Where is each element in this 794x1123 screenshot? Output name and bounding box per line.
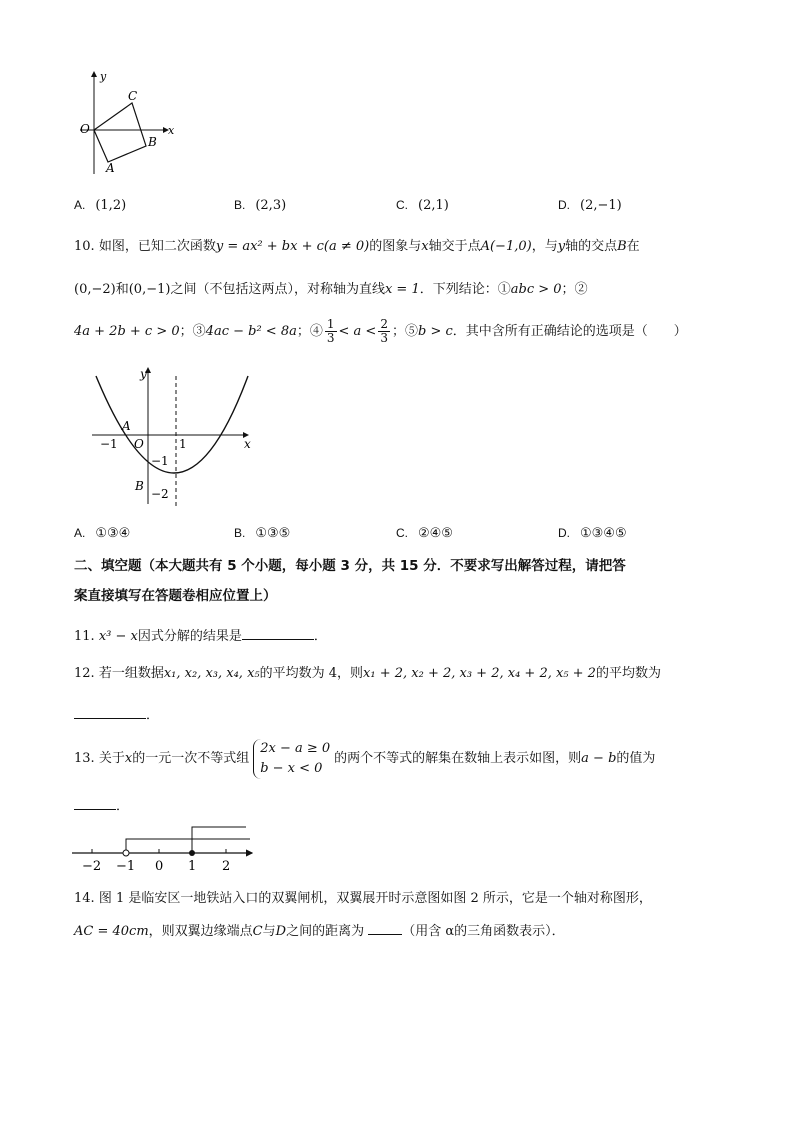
y-axis-label: y <box>100 70 107 83</box>
q10-text: ．下列结论： <box>419 282 498 297</box>
q12 <box>74 665 661 683</box>
option-label: D. <box>558 526 570 540</box>
q14 <box>74 890 652 908</box>
inequality-1: 2x − a ≥ 0 <box>260 740 331 756</box>
denominator: 3 <box>326 331 335 345</box>
option-value: (2,3) <box>255 198 287 213</box>
q10-text: 的图象与 <box>369 239 422 254</box>
question-number: 14. <box>74 891 95 906</box>
q10-line-1 <box>74 238 640 256</box>
conclusion-1-mark: ① <box>497 282 511 297</box>
x-axis-label: x <box>244 437 251 451</box>
option-label: B. <box>234 526 246 540</box>
q10-figure <box>88 364 264 512</box>
question-number: 13. <box>74 751 95 766</box>
fraction-one-third <box>325 318 337 345</box>
option-value: ①③④ <box>95 526 131 541</box>
q13-text: 的两个不等式的解集在数轴上表示如图，则 <box>334 751 582 766</box>
q10-option-c[interactable] <box>396 526 453 541</box>
q10-option-a[interactable] <box>74 526 130 541</box>
q10-point-b: B <box>617 239 627 254</box>
q12-tail: ． <box>146 708 160 723</box>
tick-label: −1 <box>116 859 136 872</box>
tick-label-1: 1 <box>179 437 187 451</box>
q10-line-2 <box>74 281 588 299</box>
q9-option-c[interactable] <box>396 198 449 213</box>
q14-text: ，则双翼边缘端点 <box>148 924 253 939</box>
q12-text: 的平均数为 <box>595 666 661 681</box>
conclusion-1: abc > 0 <box>510 282 562 297</box>
q13-text: 的一元一次不等式组 <box>132 751 250 766</box>
question-number: 12. <box>74 666 95 681</box>
q14-text: 与 <box>262 924 276 939</box>
q12-data: x₁, x₂, x₃, x₄, x₅ <box>163 666 260 681</box>
q10-function: y = ax² + bx + c(a ≠ 0) <box>215 239 370 254</box>
fraction-two-thirds <box>378 318 390 345</box>
q14-ac: AC = 40cm <box>74 924 149 939</box>
q14-text: 之间的距离为 <box>286 924 365 939</box>
q10-text: ，与 <box>531 239 558 254</box>
option-value: ①③④⑤ <box>580 526 627 541</box>
separator: ； <box>391 324 405 339</box>
conclusion-3: 4ac − b² < 8a <box>205 324 297 339</box>
y-axis-label: y <box>140 367 147 381</box>
q10-text: ．其中含所有正确结论的选项是（ ） <box>452 324 687 339</box>
x-axis-label: x <box>168 124 175 137</box>
conclusion-3-mark: ③ <box>192 324 206 339</box>
separator: ； <box>561 282 575 297</box>
q10-text: 如图，已知二次函数 <box>98 239 216 254</box>
denominator: 3 <box>380 331 388 345</box>
q10-text: 轴的交点 <box>565 239 618 254</box>
q11-tail: ． <box>313 629 327 644</box>
question-number: 11. <box>74 629 95 644</box>
closed-point <box>189 850 195 856</box>
q12-data-shifted: x₁ + 2, x₂ + 2, x₃ + 2, x₄ + 2, x₅ + 2 <box>363 666 596 681</box>
q13-tail: ． <box>116 799 130 814</box>
conclusion-2-mark: ② <box>574 282 588 297</box>
q12-text: 若一组数据 <box>98 666 164 681</box>
question-number: 10. <box>74 239 95 254</box>
q10-line-3 <box>74 318 687 346</box>
q9-option-a[interactable] <box>74 198 126 213</box>
option-value: (2,1) <box>418 198 449 213</box>
separator: ； <box>179 324 193 339</box>
parabola <box>96 376 248 473</box>
option-label: A. <box>74 526 86 540</box>
option-value: ①③⑤ <box>255 526 291 541</box>
q10-coord-2: (0,−1) <box>128 282 171 297</box>
tick-label-y-neg1: −1 <box>151 454 169 468</box>
option-label: C. <box>396 198 408 212</box>
origin-label: O <box>80 122 90 136</box>
q10-text: 轴交于点 <box>428 239 481 254</box>
point-d: D <box>275 924 287 939</box>
tick-label-neg1: −1 <box>100 437 118 451</box>
solution-ray-2 <box>192 827 246 853</box>
q10-x-var: x <box>421 239 429 254</box>
q10-text: 之间（不包括这两点），对称轴为直线 <box>170 282 385 297</box>
q10-option-b[interactable] <box>234 526 290 541</box>
square-oabc <box>94 103 146 162</box>
q9-option-b[interactable] <box>234 198 286 213</box>
option-value: ②④⑤ <box>418 526 453 541</box>
conclusion-2: 4a + 2b + c > 0 <box>74 324 180 339</box>
number-line-figure <box>70 822 260 872</box>
q12-answer-line <box>74 704 159 725</box>
point-c-label: C <box>128 89 138 103</box>
q9-figure <box>76 66 188 178</box>
origin-label: O <box>134 437 144 451</box>
q13 <box>74 737 655 781</box>
section-heading-cont: 案直接填写在答题卷相应位置上） <box>74 588 277 604</box>
q10-point-a: A(−1,0) <box>480 239 532 254</box>
point-c: C <box>252 924 263 939</box>
q10-text: 和 <box>115 282 129 297</box>
q10-axis-eq: x = 1 <box>384 282 420 297</box>
conclusion-5: b > c <box>418 324 453 339</box>
q14-text: 图 1 是临安区一地铁站入口的双翼闸机，双翼展开时示意图如图 2 所示，它是一个轴对称图形， <box>98 891 652 906</box>
solution-ray-1 <box>126 839 250 853</box>
tick-label-y-neg2: −2 <box>151 487 169 501</box>
separator: ； <box>296 324 310 339</box>
conclusion-4: < a < <box>338 324 377 339</box>
tick-label: 2 <box>222 859 231 872</box>
q14-line-2 <box>74 920 565 941</box>
conclusion-5-mark: ⑤ <box>404 324 418 339</box>
q11-text: 因式分解的结果是 <box>137 629 242 644</box>
q11 <box>74 625 327 646</box>
tick-label: −2 <box>82 859 102 872</box>
q12-text: 的平均数为 4，则 <box>259 666 364 681</box>
q10-option-d[interactable] <box>558 526 627 541</box>
numerator: 2 <box>380 317 388 331</box>
q13-x-var: x <box>124 751 133 766</box>
option-label: C. <box>396 526 408 540</box>
section-heading: 二、填空题（本大题共有 5 个小题，每小题 3 分，共 15 分．不要求写出解答过程，请把答 <box>74 558 626 574</box>
point-b-label: B <box>148 135 157 149</box>
q11-expression: x³ − x <box>98 629 138 644</box>
q9-option-d[interactable] <box>558 198 622 213</box>
tick-label: 0 <box>155 859 164 872</box>
option-label: D. <box>558 198 570 212</box>
q10-coord-1: (0,−2) <box>74 282 116 297</box>
numerator: 1 <box>326 317 335 331</box>
inequality-system <box>253 739 330 779</box>
q10-y-var: y <box>557 239 566 254</box>
option-value: (1,2) <box>95 198 127 213</box>
q14-text: （用含 α的三角函数表示）． <box>402 924 565 939</box>
answer-blank[interactable] <box>368 920 402 935</box>
q13-text: 关于 <box>98 751 125 766</box>
option-value: (2,−1) <box>580 198 622 213</box>
tick-label: 1 <box>188 859 197 872</box>
q10-text: 在 <box>626 239 640 254</box>
option-label: B. <box>234 198 246 212</box>
answer-blank[interactable] <box>242 625 314 640</box>
point-b-label: B <box>135 479 144 493</box>
answer-blank[interactable] <box>74 704 146 719</box>
point-a-label: A <box>122 419 131 433</box>
open-point <box>123 850 129 856</box>
option-label: A. <box>74 198 86 212</box>
q13-answer-line <box>74 795 129 816</box>
conclusion-4-mark: ④ <box>309 324 323 339</box>
answer-blank[interactable] <box>74 795 116 810</box>
inequality-2: b − x < 0 <box>260 760 323 776</box>
q13-text: 的值为 <box>616 751 656 766</box>
q13-expression: a − b <box>581 751 617 766</box>
point-a-label: A <box>106 161 115 175</box>
